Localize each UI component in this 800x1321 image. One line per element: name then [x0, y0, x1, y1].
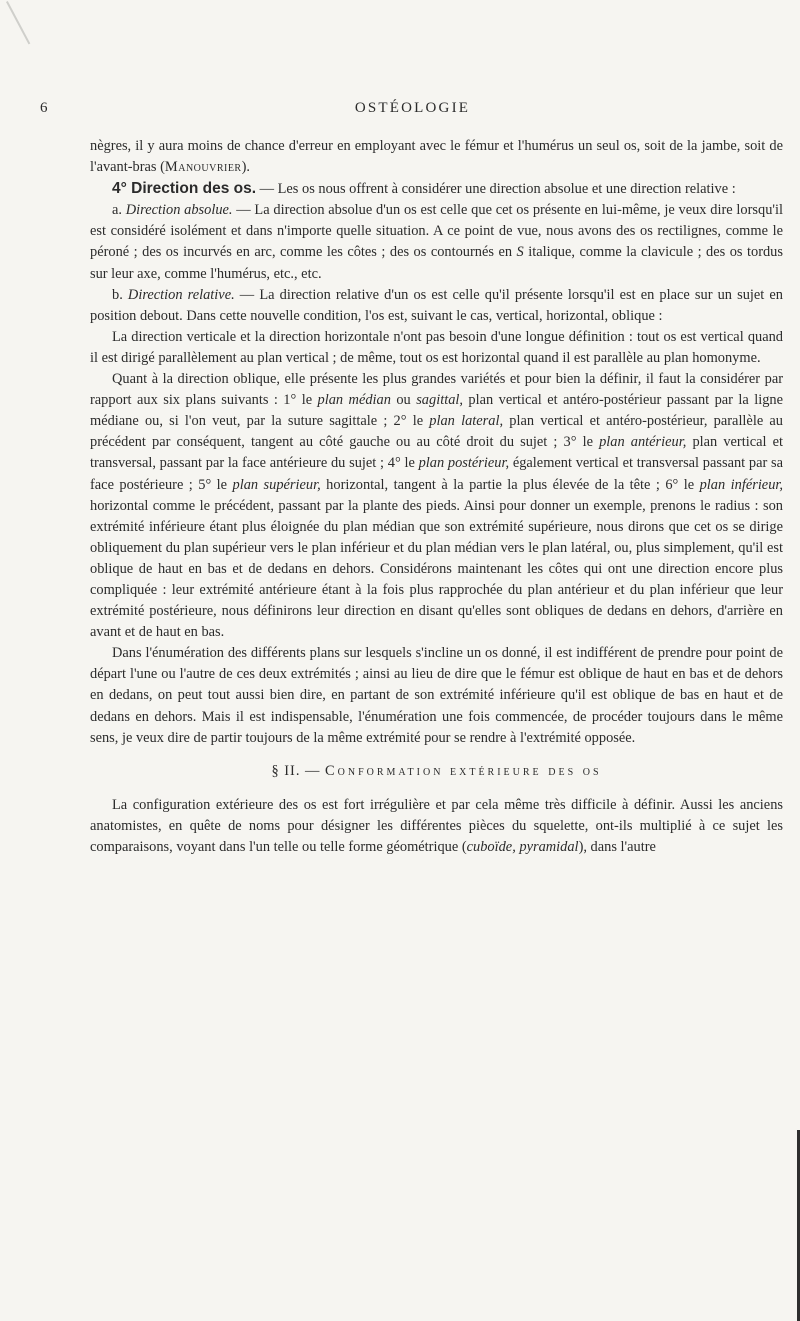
- paragraph-continuation: nègres, il y aura moins de chance d'erreur en employant avec le fémur et l'humérus un seul os, soit de la jambe, soit de l'avant-bras (Manouvrier).: [90, 138, 783, 176]
- paragraph-direction-absolue: a. Direction absolue. — La direction absolue d'un os est celle que cet os présente en lui-même, je veux dire lorsqu'il est considéré isolément et dans n'importe quelle situation. A ce point de vue, nous avons des os rectilignes, comme le péroné ; des os incurvés en arc, comme les côtes ; des os contournés en S italique, comme la clavicule ; des os tordus sur leur axe, comme l'humérus, etc., etc.: [90, 202, 783, 282]
- paragraph-direction-relative: b. Direction relative. — La direction relative d'un os est celle qu'il présente lorsqu'il est en place sur un sujet en position debout. Dans cette nouvelle condition, l'os est, suivant le cas, vertical, horizontal, oblique :: [90, 286, 783, 324]
- page-header: [40, 100, 785, 124]
- paragraph-vertical-horizontal: La direction verticale et la direction horizontale n'ont pas besoin d'une longue définition : tout os est vertical quand il est dirigé parallèlement au plan vertical ; de même, tout os est horizontal quand il est parallèle au plan homonyme.: [90, 328, 783, 366]
- subsection-heading: 4° Direction des os.: [112, 180, 257, 198]
- paragraph-enumeration: Dans l'énumération des différents plans sur lesquels s'incline un os donné, il est indifférent de prendre pour point de départ l'une ou l'autre de ces deux extrémités ; ainsi au lieu de dire que le fémur est oblique de haut en bas et de dehors en dedans, on peut tout aussi bien dire, en partant de son extrémité inférieure qu'il est oblique de bas en haut et de dedans en dehors. Mais il est indispensable, l'énumération une fois commencée, de procéder toujours dans le même sens, je veux dire de partir toujours de la même extrémité pour se rendre à l'extrémité opposée.: [90, 645, 783, 746]
- term-direction-relative: Direction relative.: [127, 286, 235, 303]
- scan-artifact-line: [6, 1, 30, 44]
- term-direction-absolue: Direction absolue.: [125, 202, 233, 219]
- paragraph-configuration: La configuration extérieure des os est fort irrégulière et par cela même très difficile à définir. Aussi les anciens anatomistes, en quête de noms pour désigner les différentes pièces du squelette, ont-ils multiplié à ce sujet les comparaisons, voyant dans l'un telle ou telle forme géométrique (cuboïde, pyramidal), dans l'autre: [90, 796, 783, 855]
- section-heading: § II. — Conformation extérieure des os: [271, 762, 602, 779]
- section-title: Conformation extérieure des os: [325, 762, 602, 779]
- author-citation: Manouvrier: [164, 159, 242, 176]
- paragraph-direction-des-os: 4° Direction des os. — Les os nous offrent à considérer une direction absolue et une direction relative :: [112, 180, 736, 198]
- page-number: 6: [40, 100, 49, 116]
- running-title: OSTÉOLOGIE: [354, 100, 471, 116]
- body-text: [90, 136, 783, 858]
- paragraph-direction-oblique: Quant à la direction oblique, elle présente les plus grandes variétés et pour bien la définir, il faut la considérer par rapport aux six plans suivants : 1° le plan médian ou sagittal, plan vertical et antéro-postérieur passant par la ligne médiane ou, si l'on veut, par la suture sagittale ; 2° le plan lateral, plan vertical et antéro-postérieur, parallèle au précédent par conséquent, tangent au côté gauche ou au côté droit du sujet ; 3° le plan antérieur, plan vertical et transversal, passant par la face antérieure du sujet ; 4° le plan postérieur, également vertical et transversal passant par sa face postérieure ; 5° le plan supérieur, horizontal, tangent à la partie la plus élevée de la tête ; 6° le plan inférieur, horizontal comme le précédent, passant par la plante des pieds. Ainsi pour donner un exemple, prenons le radius : son extrémité inférieure étant plus éloignée du plan médian que son extrémité supérieure, nous dirons que cet os se dirige obliquement du plan supérieur vers le plan inférieur et du plan médian vers le plan latéral, ou, plus simplement, qu'il est oblique de haut en bas et de dedans en dehors. Considérons maintenant les côtes qui ont une direction encore plus compliquée : leur extrémité antérieure étant à la fois plus rapprochée du plan antérieur et du plan inférieur que leur extrémité postérieure, nous définirons leur direction en disant qu'elles sont obliques de dedans en dehors, d'arrière en avant et de haut en bas.: [90, 371, 784, 641]
